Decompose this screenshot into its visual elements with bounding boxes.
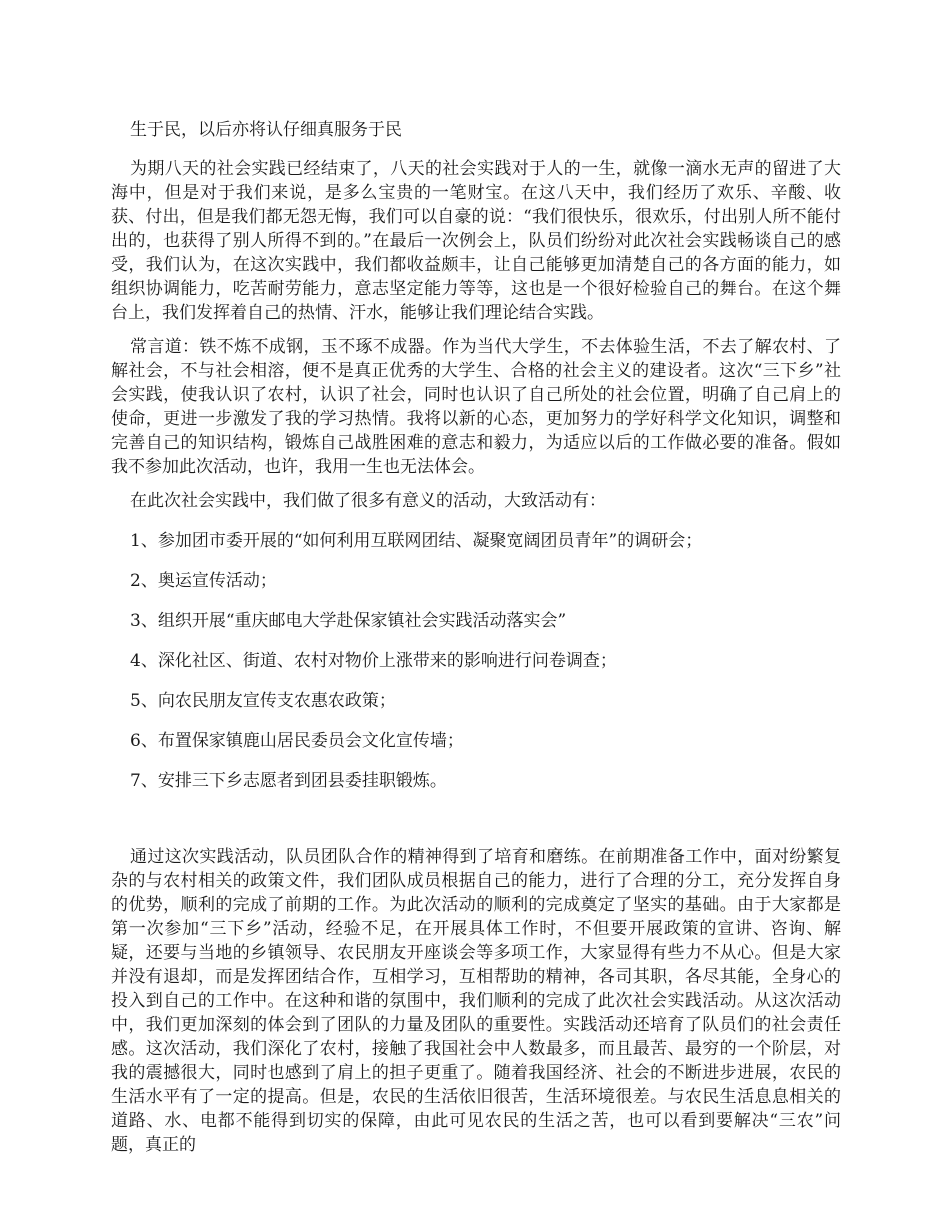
- list-item: 6、布置保家镇鹿山居民委员会文化宣传墙；: [130, 731, 464, 751]
- document-page: [111, 118, 841, 1157]
- list-item: 4、深化社区、街道、农村对物价上涨带来的影响进行问卷调查；: [130, 651, 617, 671]
- paragraph-reflection: 常言道：铁不炼不成钢，玉不琢不成器。作为当代大学生，不去体验生活，不去了解农村、了解社会，不与社会相溶，便不是真正优秀的大学生、合格的社会主义的建设者。这次“三下乡”社会实践，使我认识了农村，认识了社会，同时也认识了自己所处的社会位置，明确了自己肩上的使命，更进一步激发了我的学习热情。我将以新的心态，更加努力的学好科学文化知识，调整和完善自己的知识结构，锻炼自己战胜困难的意志和毅力，为适应以后的工作做必要的准备。假如我不参加此次活动，也许，我用一生也无法体会。: [111, 337, 841, 477]
- list-item: 3、组织开展“重庆邮电大学赴保家镇社会实践活动落实会”: [130, 611, 567, 631]
- paragraph-activities-intro: 在此次社会实践中，我们做了很多有意义的活动，大致活动有：: [130, 491, 606, 511]
- list-item: 1、参加团市委开展的“如何利用互联网团结、凝聚宽阔团员青年”的调研会；: [130, 531, 703, 551]
- activities-list: [111, 529, 841, 793]
- list-item: 5、向农民朋友宣传支农惠农政策；: [130, 691, 396, 711]
- paragraph-teamwork: 通过这次实践活动，队员团队合作的精神得到了培育和磨练。在前期准备工作中，面对纷繁复杂的与农村相关的政策文件，我们团队成员根据自己的能力，进行了合理的分工，充分发挥自身的优势，顺利的完成了前期的工作。为此次活动的顺利的完成奠定了坚实的基础。由于大家都是第一次参加“三下乡”活动，经验不足，在开展具体工作时，不但要开展政策的宣讲、咨询、解疑，还要与当地的乡镇领导、农民朋友开座谈会等多项工作，大家显得有些力不从心。但是大家并没有退却，而是发挥团结合作，互相学习，互相帮助的精神，各司其职，各尽其能，全身心的投入到自己的工作中。在这种和谐的氛围中，我们顺利的完成了此次社会实践活动。从这次活动中，我们更加深刻的体会到了团队的力量及团队的重要性。实践活动还培育了队员们的社会责任感。这次活动，我们深化了农村，接触了我国社会中人数最多，而且最苦、最穷的一个阶层，对我的震撼很大，同时也感到了肩上的担子更重了。随着我国经济、社会的不断进步进展，农民的生活水平有了一定的提高。但是，农民的生活依旧很苦，生活环境很差。与农民生活息息相关的道路、水、电都不能得到切实的保障，由此可见农民的生活之苦，也可以看到要解决“三农”问题，真正的: [111, 847, 841, 1155]
- list-item: 2、奥运宣传活动；: [130, 571, 277, 591]
- paragraph-summary: 为期八天的社会实践已经结束了，八天的社会实践对于人的一生，就像一滴水无声的留进了大海中，但是对于我们来说，是多么宝贵的一笔财宝。在这八天中，我们经历了欢乐、辛酸、收获、付出，但是我们都无怨无悔，我们可以自豪的说：“我们很快乐，很欢乐，付出别人所不能付出的，也获得了别人所得不到的。”在最后一次例会上，队员们纷纷对此次社会实践畅谈自己的感受，我们认为，在这次实践中，我们都收益颇丰，让自己能够更加清楚自己的各方面的能力，如组织协调能力，吃苦耐劳能力，意志坚定能力等等，这也是一个很好检验自己的舞台。在这个舞台上，我们发挥着自己的热情、汗水，能够让我们理论结合实践。: [111, 159, 841, 323]
- list-item: 7、安排三下乡志愿者到团县委挂职锻炼。: [130, 771, 447, 791]
- paragraph-intro-line: 生于民，以后亦将认仔细真服务于民: [130, 120, 402, 140]
